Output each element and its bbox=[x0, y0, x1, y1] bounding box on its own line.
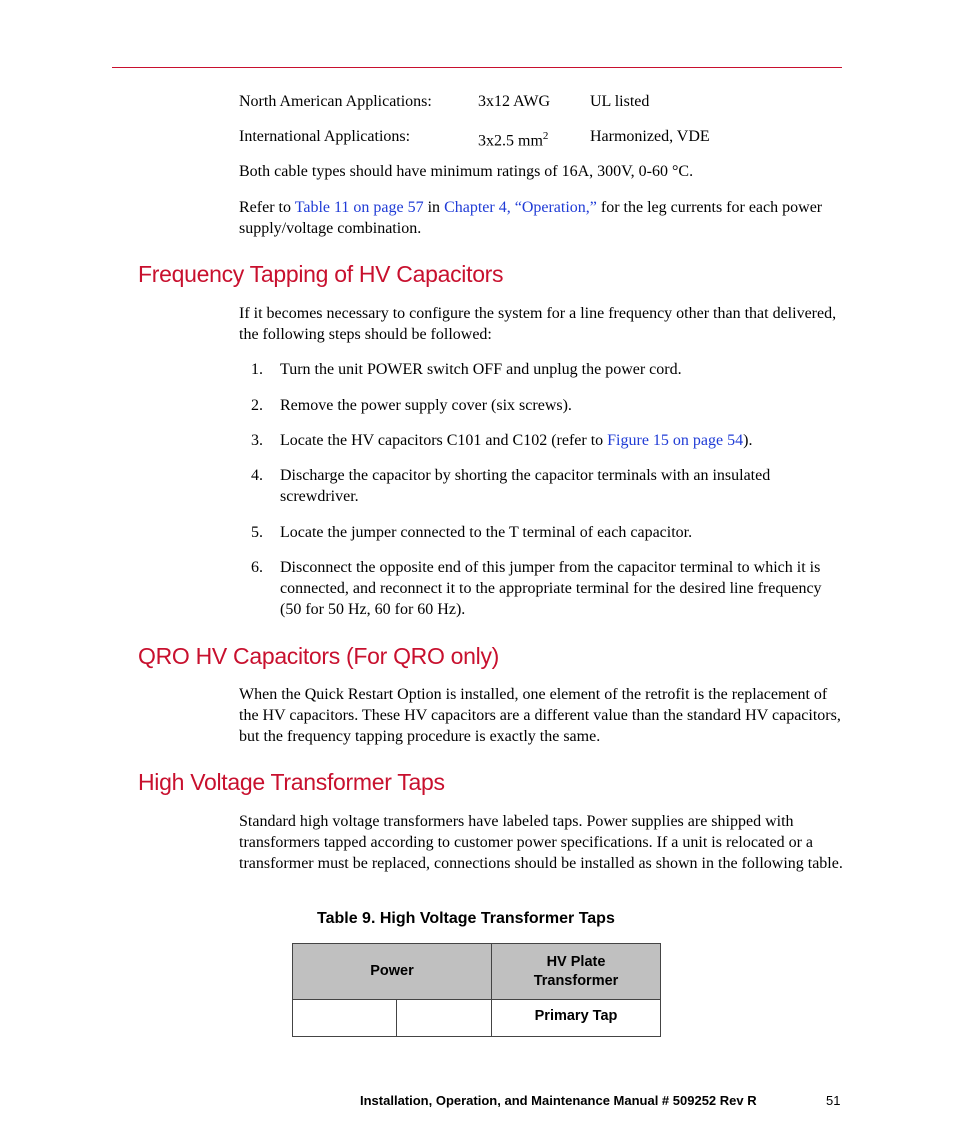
ratings-paragraph: Both cable types should have minimum ratings of 16A, 300V, 0-60 °C. bbox=[239, 163, 694, 180]
figure-15-link[interactable]: Figure 15 on page 54 bbox=[607, 432, 744, 449]
step-3-pre: Locate the HV capacitors C101 and C102 (refer to bbox=[280, 432, 608, 449]
transformer-taps-table bbox=[292, 943, 661, 1037]
refer-pre: Refer to bbox=[239, 199, 295, 216]
cable-cert: Harmonized, VDE bbox=[590, 128, 710, 145]
list-number: 4. bbox=[251, 467, 263, 484]
cable-gauge: 3x12 AWG bbox=[478, 93, 551, 110]
step-3-post: ). bbox=[743, 432, 753, 449]
refer-post: for the leg currents for each power supply/voltage combination. bbox=[239, 199, 823, 237]
heading-frequency-tapping: Frequency Tapping of HV Capacitors bbox=[138, 261, 504, 287]
refer-paragraph bbox=[239, 197, 844, 239]
table-cell-empty bbox=[293, 1000, 397, 1037]
cable-cert: UL listed bbox=[590, 93, 650, 110]
hvt-paragraph: Standard high voltage transformers have labeled taps. Power supplies are shipped with transformers tapped according to customer power specifications. If a unit is relocated or a transformer must be replaced, connections should be installed as shown in the following table. bbox=[239, 813, 843, 872]
cable-gauge bbox=[478, 126, 548, 151]
cable-application: North American Applications: bbox=[239, 93, 432, 110]
page-number: 51 bbox=[826, 1093, 841, 1108]
list-number: 1. bbox=[251, 361, 263, 378]
list-number: 3. bbox=[251, 432, 263, 449]
refer-mid: in bbox=[423, 199, 445, 216]
chapter-4-link[interactable]: Chapter 4, “Operation,” bbox=[444, 199, 597, 216]
header-rule bbox=[112, 67, 842, 68]
table-11-link[interactable]: Table 11 on page 57 bbox=[294, 199, 424, 216]
list-text: Locate the jumper connected to the T terminal of each capacitor. bbox=[280, 524, 693, 541]
cable-application: International Applications: bbox=[239, 128, 411, 145]
cable-gauge-superscript: 2 bbox=[542, 130, 549, 142]
list-number: 5. bbox=[251, 524, 263, 541]
footer-manual-title: Installation, Operation, and Maintenance Manual # 509252 Rev R bbox=[360, 1093, 757, 1108]
qro-paragraph: When the Quick Restart Option is installed, one element of the retrofit is the replacement of the HV capacitors. These HV capacitors are a different value than the standard HV capacitors, but the frequency tapping procedure is exactly the same. bbox=[239, 686, 841, 745]
list-text: Remove the power supply cover (six screws). bbox=[280, 397, 572, 414]
col-header-power: Power bbox=[293, 944, 492, 1000]
table-caption: Table 9. High Voltage Transformer Taps bbox=[317, 910, 615, 927]
heading-qro-capacitors: QRO HV Capacitors (For QRO only) bbox=[138, 643, 500, 669]
list-text: Disconnect the opposite end of this jumper from the capacitor terminal to which it is connected, and reconnect it to the appropriate terminal for the desired line frequency (50 for 50 Hz, 60 for 60 Hz). bbox=[280, 559, 822, 618]
col-header-hv-line2: Transformer bbox=[533, 972, 619, 989]
list-text bbox=[280, 430, 844, 451]
list-text: Turn the unit POWER switch OFF and unplug the power cord. bbox=[280, 361, 682, 378]
heading-hv-transformer-taps: High Voltage Transformer Taps bbox=[138, 769, 445, 795]
list-number: 6. bbox=[251, 559, 263, 576]
col-header-hv-plate-transformer bbox=[492, 944, 661, 1000]
sub-header-primary-tap: Primary Tap bbox=[492, 1000, 661, 1037]
col-header-hv-line1: HV Plate bbox=[546, 953, 606, 970]
freq-intro: If it becomes necessary to configure the system for a line frequency other than that delivered, the following steps should be followed: bbox=[239, 305, 837, 343]
cable-gauge-text: 3x2.5 mm bbox=[478, 132, 543, 150]
list-number: 2. bbox=[251, 397, 263, 414]
list-text: Discharge the capacitor by shorting the capacitor terminals with an insulated screwdriver. bbox=[280, 467, 771, 505]
table-cell-empty bbox=[397, 1000, 492, 1037]
